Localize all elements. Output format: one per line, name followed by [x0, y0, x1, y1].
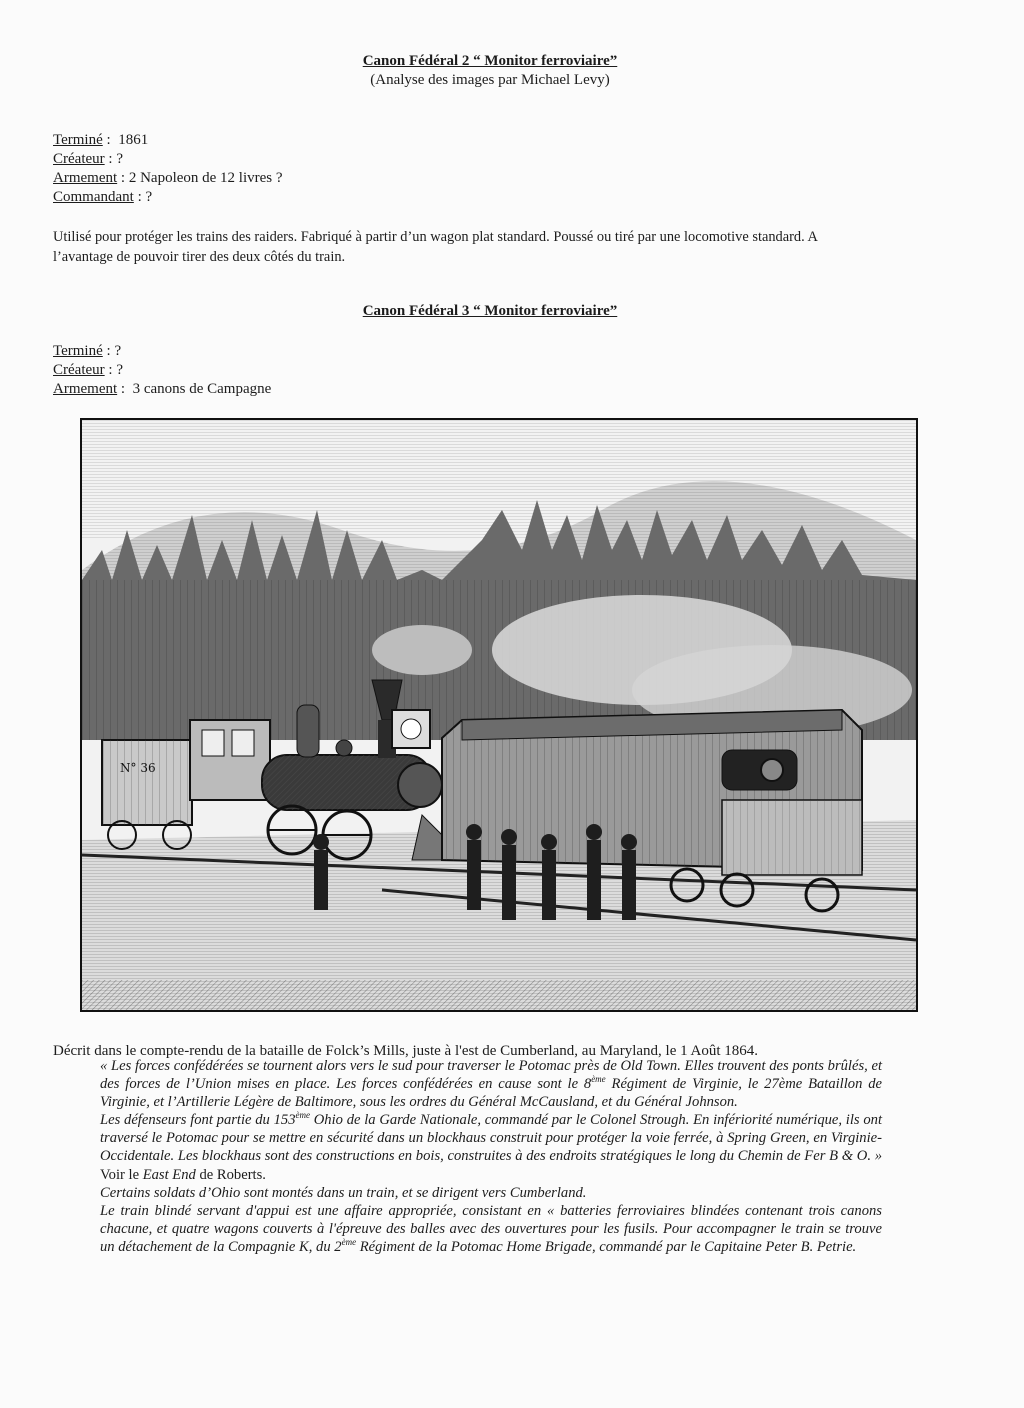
- field-value: ?: [114, 343, 122, 359]
- section1-description: [53, 227, 953, 267]
- quote-superscript: ème: [341, 1237, 357, 1248]
- field-label: Créateur: [53, 151, 105, 167]
- field-termine: [53, 130, 148, 150]
- field-sep: :: [102, 343, 115, 359]
- field-value: 3 canons de Campagne: [132, 381, 272, 397]
- field-value: 1861: [118, 132, 149, 148]
- field-termine: [53, 341, 121, 361]
- field-value: ?: [116, 362, 123, 378]
- quote-superscript: ème: [295, 1110, 310, 1121]
- quote-text: Régiment de la Potomac Home Brigade, commandé par le Capitaine Peter B. Petrie.: [356, 1238, 857, 1255]
- section1-subtitle: (Analyse des images par Michael Levy): [370, 72, 610, 88]
- field-armement: [53, 168, 283, 188]
- quote-text: Les défenseurs font partie du 153: [100, 1112, 296, 1129]
- field-commandant: [53, 187, 152, 207]
- field-value: ?: [116, 151, 123, 167]
- quote-paragraph: [100, 1202, 882, 1256]
- quote-text: « Les forces confédérées se tournent alors vers le sud pour traverser le Potomac près de Old Town. Elles trouvent des ponts brûlés, et des forces de l’Union mises en place. Les forces confédérées en cause sont le 8: [100, 1058, 882, 1093]
- field-sep: :: [117, 381, 133, 397]
- field-armement: [53, 379, 271, 399]
- field-sep: :: [104, 151, 117, 167]
- section1-title: Canon Fédéral 2 “ Monitor ferroviaire”: [362, 53, 618, 69]
- field-value: 2 Napoleon de 12 livres ?: [128, 170, 283, 186]
- armored-train-engraving: [80, 418, 918, 1012]
- field-sep: :: [133, 189, 146, 205]
- field-label: Terminé: [53, 132, 103, 148]
- description-line: Utilisé pour protéger les trains des raiders. Fabriqué à partir d’un wagon plat standard. Poussé ou tiré par une locomotive standard. A: [53, 229, 818, 245]
- quote-paragraph: Certains soldats d’Ohio sont montés dans un train, et se dirigent vers Cumberland.: [100, 1184, 587, 1201]
- field-createur: [53, 360, 123, 380]
- quote-paragraph: [100, 1111, 882, 1183]
- quote-text: East End: [142, 1166, 196, 1183]
- quote-text: de Roberts.: [195, 1166, 266, 1183]
- field-label: Armement: [53, 170, 118, 186]
- field-createur: [53, 149, 123, 169]
- quote-text: Voir le: [100, 1166, 143, 1183]
- field-sep: :: [104, 362, 117, 378]
- quote-text: Le train blindé servant d'appui est une affaire appropriée, consistant en « batteries ferroviaires blindées contenant trois canons chacune, et quatre wagons couverts à l'épreuve des balles avec des ouvertures pour les fusils. Pour accompagner le train se trouve un détachement de la Compagnie K, du 2: [100, 1202, 882, 1255]
- engraving-svg: [82, 420, 916, 1010]
- quote-text: Ohio de la Garde Nationale, commandé par le Colonel Strough. En infériorité numérique, ils ont traversé le Potomac pour se mettre en sécurité dans un blockhaus construit pour protéger la voie ferrée, à Spring Green, en Virginie-Occidentale. Les blockhaus sont des constructions en bois, construites à des endroits stratégiques le long du Chemin de Fer B & O. »: [100, 1112, 882, 1165]
- field-value: ?: [145, 189, 153, 205]
- field-sep: :: [102, 132, 119, 148]
- figure-caption: Décrit dans le compte-rendu de la bataille de Folck’s Mills, juste à l'est de Cumberland, au Maryland, le 1 Août 1864.: [53, 1043, 759, 1059]
- battle-quote: [100, 1057, 882, 1256]
- description-line: l’avantage de pouvoir tirer des deux côtés du train.: [53, 249, 346, 265]
- quote-paragraph: [100, 1057, 882, 1111]
- field-label: Commandant: [53, 189, 134, 205]
- section2-title: Canon Fédéral 3 “ Monitor ferroviaire”: [362, 303, 618, 319]
- field-label: Terminé: [53, 343, 103, 359]
- tender-number: N° 36: [120, 761, 156, 775]
- field-sep: :: [117, 170, 129, 186]
- field-label: Créateur: [53, 362, 105, 378]
- quote-text: Régiment de Virginie, le 27ème Bataillon de Virginie, et l’Artillerie Légère de Baltimore, sous les ordres du Général McCausland, et du Général Johnson.: [100, 1076, 883, 1111]
- field-label: Armement: [53, 381, 118, 397]
- quote-superscript: ème: [591, 1074, 606, 1085]
